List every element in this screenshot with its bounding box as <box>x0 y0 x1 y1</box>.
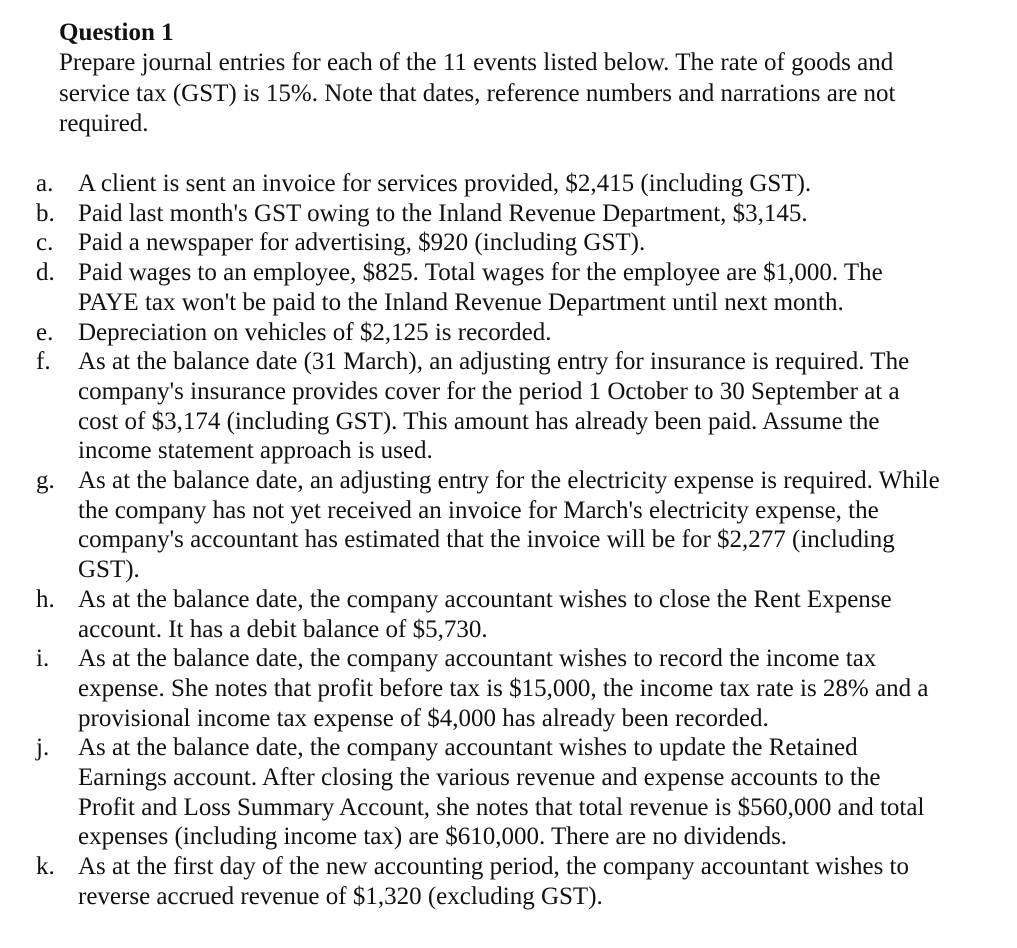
event-item-text <box>78 852 909 911</box>
event-item-line: cost of $3,174 (including GST). This amount has already been paid. Assume the <box>78 407 880 435</box>
event-item-line: the company has not yet received an invoice for March's electricity expense, the <box>78 496 879 524</box>
event-item-line: As at the balance date, the company accountant wishes to close the Rent Expense <box>78 585 892 613</box>
event-item-line: company's insurance provides cover for the period 1 October to 30 September at a <box>78 377 900 405</box>
event-item-marker: d. <box>36 259 55 287</box>
event-item-line: Paid a newspaper for advertising, $920 (including GST). <box>78 229 646 257</box>
event-item-marker: f. <box>36 348 51 376</box>
event-item-line: Paid wages to an employee, $825. Total wages for the employee are $1,000. The <box>78 259 883 287</box>
question-title: Question 1 <box>59 19 174 46</box>
intro-line: Prepare journal entries for each of the 11 events listed below. The rate of goods and <box>59 49 894 76</box>
event-item-text <box>78 585 892 644</box>
event-item-marker: j. <box>36 734 50 762</box>
event-item-text <box>78 733 924 852</box>
event-item-marker: i. <box>36 645 50 673</box>
event-item-line: Earnings account. After closing the various revenue and expense accounts to the <box>78 764 881 791</box>
event-item-line: company's accountant has estimated that the invoice will be for $2,277 (including <box>78 526 895 554</box>
intro-line: service tax (GST) is 15%. Note that dates, reference numbers and narrations are not <box>59 79 896 107</box>
event-item-marker: b. <box>36 199 55 227</box>
event-item-line: Profit and Loss Summary Account, she notes that total revenue is $560,000 and total <box>78 793 925 821</box>
intro-line: required. <box>59 110 149 137</box>
event-item-line: PAYE tax won't be paid to the Inland Revenue Department until next month. <box>78 288 844 316</box>
event-item-marker: a. <box>36 170 54 197</box>
event-item-text <box>78 169 811 199</box>
event-item-line: As at the balance date, an adjusting entry for the electricity expense is required. While <box>78 467 940 494</box>
event-item-text <box>78 199 808 229</box>
event-item-text <box>78 644 928 733</box>
event-item-line: Paid last month's GST owing to the Inland Revenue Department, $3,145. <box>78 199 808 227</box>
event-item-marker: k. <box>36 853 55 881</box>
event-item-line: expense. She notes that profit before tax is $15,000, the income tax rate is 28% and a <box>78 674 929 702</box>
event-item-marker: e. <box>36 318 54 346</box>
event-item-line: A client is sent an invoice for services provided, $2,415 (including GST). <box>78 170 812 197</box>
event-item-marker: c. <box>36 229 54 257</box>
event-item-line: provisional income tax expense of $4,000 has already been recorded. <box>78 704 769 732</box>
event-item-line: expenses (including income tax) are $610,000. There are no dividends. <box>78 823 788 851</box>
event-item-line: reverse accrued revenue of $1,320 (excluding GST). <box>78 882 603 910</box>
event-item-text <box>78 466 940 585</box>
event-item-line: account. It has a debit balance of $5,730. <box>78 615 488 643</box>
event-item-line: As at the first day of the new accounting period, the company accountant wishes to <box>78 853 910 881</box>
event-item-text <box>78 258 883 317</box>
event-item-line: As at the balance date (31 March), an adjusting entry for insurance is required. The <box>78 348 910 376</box>
event-item-text <box>78 228 645 258</box>
event-item-line: income statement approach is used. <box>78 437 433 465</box>
event-item-marker: h. <box>36 585 55 613</box>
event-item-text <box>78 318 551 348</box>
event-item-line: GST). <box>78 556 140 584</box>
event-item-text <box>78 347 909 466</box>
question-intro <box>59 48 959 140</box>
event-item-line: As at the balance date, the company accountant wishes to record the income tax <box>78 645 877 673</box>
event-item-line: Depreciation on vehicles of $2,125 is recorded. <box>78 318 552 346</box>
event-item-line: As at the balance date, the company accountant wishes to update the Retained <box>78 734 858 762</box>
event-item-marker: g. <box>36 467 55 494</box>
